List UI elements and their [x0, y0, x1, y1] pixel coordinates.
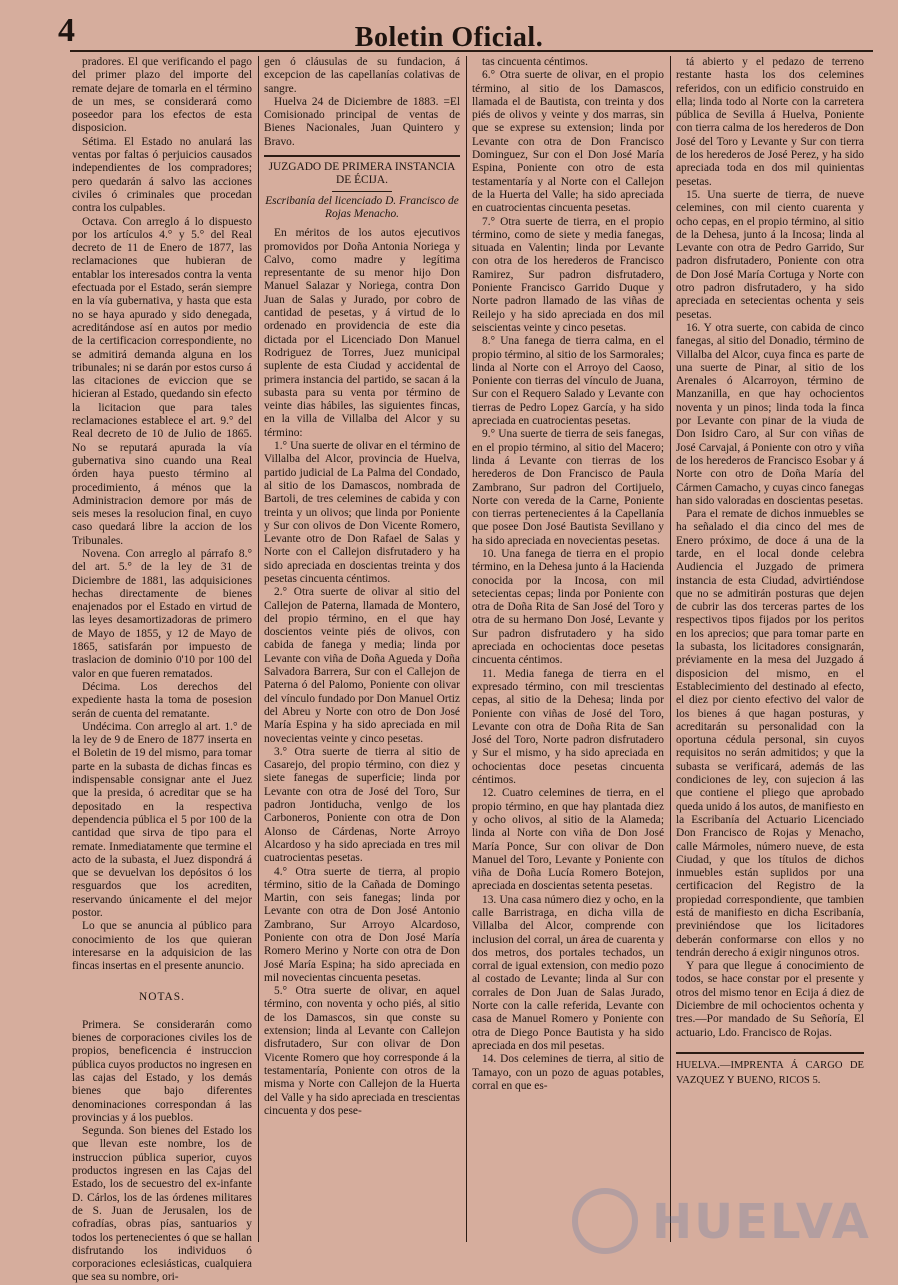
column-4: [676, 56, 864, 1256]
short-rule: [332, 191, 392, 192]
column-divider: [670, 56, 671, 1242]
column-2-paragraphs: [264, 227, 460, 1118]
column-1-paragraphs: [72, 56, 252, 973]
paragraph: Undécima. Con arreglo al art. 1.° de la ley de 9 de Enero de 1877 inserta en el Boletin de 19 del mismo, para tomar parte en la subasta de dichas fincas es indispensable consignar ante el Juez que la presida, ó acreditar que se ha depositado en la respectiva dependencia pública el 5 por 100 de la cantidad que sirva de tipo para el remate. Inmediatamente que termine el acto de la subasta, el Juez dispondrá á que se devuelvan los depósitos ó los resguardos que los acrediten, reservando únicamente el del mejor postor.: [72, 720, 252, 919]
paragraph: 9.° Una suerte de tierra de seis fanegas, en el propio término, al sitio del Macero; linda á Levante con tierras de los herederos de Don Francisco de Paula Zambrano, Sur padron del Cortijuelo, Norte con vereda de la Carne, Poniente con tierras pertenecientes á la Capellanía que posee Don José Bautista Sevillano y ha sido apreciada en novecientas pesetas.: [472, 428, 664, 547]
paragraph: 8.° Una fanega de tierra calma, en el propio término, al sitio de los Sarmorales; linda al Norte con el Arroyo del Caoso, Poniente con tierras del vínculo de Juana, Sur con el Requero Salado y Levante con tierras de Pedro Lopez García, y ha sido apreciada en cuatrocientas pesetas.: [472, 335, 664, 428]
court-heading: JUZGADO DE PRIMERA INSTANCIA DE ÉCIJA.: [268, 161, 456, 187]
date-signature: Huelva 24 de Diciembre de 1883. =El Comisionado principal de ventas de Bienes Nacionales, Juan Quintero y Bravo.: [264, 95, 460, 148]
paragraph: 13. Una casa número diez y ocho, en la calle Barristraga, en dicha villa de Villalba del Alcor, comprende con inclusion del corral, un área de cuarenta y dos metros, dos portales techados, un corral de igual extension, con medio pozo al costado de Levante; linda al Sur con corrales de Don Juan de Salas Jurado, Norte con la calle referida, Levante con casa de Manuel Romero y Poniente con otra de Diego Ponce Bautista y ha sido apreciada en dos mil pesetas.: [472, 893, 664, 1052]
paragraph: Para el remate de dichos inmuebles se ha señalado el dia cinco del mes de Enero próximo, de doce á una de la tarde, en el local donde celebra Audiencia el Juzgado de primera instancia de esta Ciudad, advirtiéndose que no se admitirán posturas que dejen de cubrir las dos terceras partes de los respectivos tipos fijados por los peritos en los aprecios; que para tomar parte en la subasta, los licitadores consignarán, préviamente en la mesa del Juzgado á disposicion del mismo, en el Establecimiento del destinado al efecto, el diez por ciento efectivo del valor de los bienes á que hagan posturas, y acreditarán su personalidad con la oportuna cédula personal, sin cuyos requisitos no serán admitidos; y que la subasta se verificará, además de las condiciones de ley, con sujecion á las que contiene el pliego que aprobado queda unido á los autos, de manifiesto en la Escribanía del Actuario Licenciado Don Francisco de Rojas y Menacho, calle Mármoles, número nueve, de esta Ciudad, y que los títulos de dichos inmuebles están suplidos por una certificacion del Registro de la propiedad correspondiente, que tambien está de manifiesto en dicha Escribanía, previniéndose que los licitadores deberán conformarse con ellos y no tendrán derecho á exigir ningunos otros.: [676, 508, 864, 959]
paragraph: 3.° Otra suerte de tierra al sitio de Casarejo, del propio término, con diez y siete fanegas de superficie; linda por Levante con otra de José del Toro, Sur padron Jontiducha, venlgo de los Carboneros, Poniente con otra de Don Alonso de Cárdenas, Norte Arroyo Alcardoso y ha sido apreciada en tres mil cuatrocientas pesetas.: [264, 745, 460, 865]
court-subheading: Escribanía del licenciado D. Francisco de Rojas Menacho.: [265, 194, 459, 220]
page-number: 4: [58, 12, 75, 49]
column-divider: [466, 56, 467, 1242]
paragraph: tas cincuenta céntimos.: [482, 56, 588, 68]
paragraph: 16. Y otra suerte, con cabida de cinco fanegas, al sitio del Donadio, término de Villalba del Alcor, cuya finca es parte de una suerte de Pinar, al sitio de los Arenales ó Alcarroyon, término de Manzanilla, en que hay ochocientos noventa y un pinos; linda toda la finca por Levante con pinar de la viuda de Don Isidro Caro, al Sur con viñas de José Carvajal, á Poniente con otro y viña de los herederos de Francisco Esobar y á Norte con otro de Doña María del Cármen Camacho, y cuyas cinco fanegas han sido valoradas en doscientas pesetas.: [676, 321, 864, 507]
imprint: HUELVA.—IMPRENTA Á CARGO DE VAZQUEZ Y BUENO, RICOS 5.: [676, 1059, 864, 1086]
paragraph: Décima. Los derechos del expediente hasta la toma de posesion serán de cuenta del rematante.: [72, 680, 252, 720]
page-header: [0, 10, 898, 60]
column-divider: [258, 56, 259, 1242]
nota-paragraph: Primera. Se considerarán como bienes de corporaciones civiles los de propios, beneficencia é instruccion pública cuyos productos no ingresen en las cajas del Estado, y los demás bienes que bajo diferentes denominaciones correspondan á las provincias y á los pueblos.: [72, 1018, 252, 1124]
column-2: [264, 56, 460, 1256]
notas-paragraphs: [72, 1019, 252, 1285]
paragraph: tá abierto y el pedazo de terreno restante hasta los dos celemines referidos, con un edificio construido en ella; linda todo al Norte con la carretera pública de Sevilla á Huelva, Poniente con tierra calma de los herederos de Don José del Toro y Levante y Sur con tierra de los herederos de José Perez, y ha sido apreciada toda en dos mil quinientas pesetas.: [676, 56, 864, 188]
column-1: [72, 56, 252, 1284]
header-rule: [70, 50, 873, 52]
paragraph: Lo que se anuncia al público para conocimiento de los que quieran interesarse en la adquisicion de las fincas insertas en el presente anuncio.: [72, 920, 252, 973]
notas-heading: NOTAS.: [139, 991, 185, 1004]
section-rule: [264, 155, 460, 157]
imprint-rule: [676, 1052, 864, 1054]
paragraph: 10. Una fanega de tierra en el propio término, en la Dehesa junto á la Hacienda conocida por la Incosa, con mil setecientas cepas; linda por Poniente con otra de Doña Rita de San José del Toro y otra de su hermano Don José, Levante y Sur padron disfrutadero y ha sido apreciada en ochocientas doce pesetas cincuenta céntimos.: [472, 547, 664, 667]
paragraph: 14. Dos celemines de tierra, al sitio de Tamayo, con un pozo de aguas potables, corral en que es-: [472, 1053, 664, 1092]
paragraph: En méritos de los autos ejecutivos promovidos por Doña Antonia Noriega y Calvo, como madre y legítima representante de su menor hijo Don Manuel Salazar y Noriega, contra Don Juan de Salas y Jurado, por cobro de cantidad de pesetas, y á virtud de lo ordenado en providencia de este dia dictada por el Licenciado Don Manuel Rodriguez de Torres, Juez municipal suplente de esta Ciudad y accidental de primera instancia del partido, se sacan á la subasta para su venta por término de veinte dias hábiles, las siguientes fincas, en la villa de Villalba del Alcor y su término:: [264, 227, 460, 439]
intro-paragraph: gen ó cláusulas de su fundacion, á excepcion de las capellanías colativas de sangre.: [264, 56, 460, 95]
watermark-emblem-icon: [572, 1188, 638, 1254]
newspaper-title: Boletin Oficial.: [354, 22, 544, 53]
paragraph: 15. Una suerte de tierra, de nueve celemines, con mil ciento cuarenta y ocho cepas, en el propio término, al sitio de la Dehesa, junto á la Incosa; linda al Levante con otra de Pedro Garrido, Sur padron disfrutadero, Poniente con otra de Don José María Cortuga y Norte con otro padron disfrutadero, y ha sido apreciada en setecientas ochenta y seis pesetas.: [676, 188, 864, 321]
paragraph: 5.° Otra suerte de olivar, en aquel término, con noventa y ocho piés, al sitio de los Damascos, sin que conste su extension; linda al Levante con Callejon disfrutadero, Sur con olivar de Don Vicente Romero que hoy corresponde á la testamentaría, Poniente con otros de la misma y Norte con Callejon de la Huerta del Valle y ha sido apreciada en trescientas cincuenta y dos pese-: [264, 985, 460, 1117]
paragraph: pradores. El que verificando el pago del primer plazo del importe del remate dejare de tomarla en el término de un mes, se considerará como poseedor para los efectos de esta disposicion.: [72, 56, 252, 135]
paragraph: Octava. Con arreglo á lo dispuesto por los artículos 4.° y 5.° del Real decreto de 11 de Enero de 1877, las reclamaciones que hubieran de entablar los interesados contra la venta efectuada por el Estado, serán siempre en la vía gubernativa, y hasta que esta no se haya apurado y sido denegada, acreditándose así en autos por medio de la certificacion correspondiente, no se admitirá demanda alguna en los tribunales; ni se darán por estos curso á las citaciones de eviccion que se hicieran al Estado, quedando sin efecto la licitacion que para tales reclamaciones establece el art. 9.° del Real decreto de 10 de Julio de 1865. No se reputará apurada la vía gubernativa sino cuando una Real órden haya puesto término al procedimiento, á ménos que la Administracion demore por más de seis meses la resolucion final, en cuyo caso quedará libre la accion de los Tribunales.: [72, 215, 252, 547]
paragraph: 6.° Otra suerte de olivar, en el propio término, al sitio de los Damascos, llamada el de Bautista, con treinta y dos piés de olivos y veinte y dos marras, sin que se exprese su extension; linda por Levante con otra de Don Francisco Dominguez, Sur con el Don José María Espina, Poniente con otro de esta testamentaría y al Norte con el Callejon de la Huerta del Valle; ha sido apreciada en cuatrocientas cincuenta pesetas.: [472, 69, 664, 215]
paragraph: 12. Cuatro celemines de tierra, en el propio término, en que hay plantada diez y ocho olivos, al sitio de la Alameda; linda al Norte con viña de Don José María Ponce, Sur con olivar de Don Manuel del Toro, Levante y Poniente con viña de Doña Lucía Romero Botejon, apreciada en doscientas setenta pesetas.: [472, 787, 664, 893]
watermark-text: HUELVA: [652, 1194, 871, 1250]
column-3-paragraphs: [472, 56, 664, 1093]
paragraph: Y para que llegue á conocimiento de todos, se hace constar por el presente y otros del mismo tenor en Ecija á diez de Diciembre de mil ochocientos ochenta y tres.—Por mandado de Su Señoría, El actuario, Ldo. Francisco de Rojas.: [676, 960, 864, 1039]
paragraph: 2.° Otra suerte de olivar al sitio del Callejon de Paterna, llamada de Montero, del propio término, en el que hay doscientos veinte piés de olivos, con cabida de fanega y media; linda por Levante con viña de Doña Agueda y Doña Salvadora Barrera, Sur con el Callejon de Paterna ó del Palomo, Poniente con olivar del vínculo fundado por Don Manuel Ortiz del Abreu y Norte con otro de Don José María Espina y ha sido apreciada en mil novecientas veinte y cinco pesetas.: [264, 586, 460, 745]
nota-paragraph: Segunda. Son bienes del Estado los que llevan este nombre, los de instruccion pública superior, cuyos productos ingresen en las Cajas del Estado, los de secuestro del ex-infante D. Cárlos, los de las órdenes militares de S. Juan de Jerusalen, los de cofradías, obras pías, santuarios y todos los pertenecientes ó que se hallan disfrutando los individuos ó corporaciones eclesiásticas, cualquiera que sea su nombre, ori-: [72, 1125, 252, 1284]
paragraph: 7.° Otra suerte de tierra, en el propio término, como de siete y media fanegas, situada en Valentin; linda por Levante con otra de los herederos de Francisco Ramirez, Sur padron disfrutadero, Poniente Francisco Garrido Duque y Norte padron llamado de las viñas de Reilejo y ha sido apreciada en dos mil seiscientas veinte y cinco pesetas.: [472, 215, 664, 334]
paragraph: Sétima. El Estado no anulará las ventas por faltas ó perjuicios causados independientes de los compradores; pero quedarán á salvo las acciones civiles ó criminales que procedan contra los culpables.: [72, 135, 252, 215]
column-4-paragraphs: [676, 56, 864, 1040]
paragraph: Novena. Con arreglo al párrafo 8.° del art. 5.° de la ley de 31 de Diciembre de 1881, las adquisiciones hechas directamente de bienes enajenados por el Estado en virtud de las leyes desamortizadoras de primero de Mayo de 1855, y 12 de Mayo de 1865, satisfarán por impuesto de traslacion de dominio 0'10 por 100 del valor en que fueren rematados.: [72, 547, 252, 680]
paragraph: 11. Media fanega de tierra en el expresado término, con mil trescientas cepas, al sitio de la Dehesa; linda por Poniente con viñas de José del Toro, Levante con otra de Doña Rita de San José del Toro, Norte padron disfrutadero y Sur el mismo, y ha sido apreciada en ochocientas doce pesetas cincuenta céntimos.: [472, 667, 664, 787]
paragraph: 4.° Otra suerte de tierra, al propio término, sitio de la Cañada de Domingo Martin, con seis fanegas; linda por Levante con otra de Don José Antonio Zambrano, Sur Arroyo Alcardoso, Poniente con otra de Don José María Romero Merino y Norte con otra de Don José María Espina; ha sido apreciada en mil novecientas cincuenta pesetas.: [264, 865, 460, 984]
watermark: [572, 1188, 882, 1258]
column-3: [472, 56, 664, 1256]
paragraph: 1.° Una suerte de olivar en el término de Villalba del Alcor, provincia de Huelva, partido judicial de La Palma del Condado, al sitio de los Damascos, nombrada de Bartoli, de tres celemines de cabida y con treinta y un olivos; que linda por Poniente y Sur con olivos de Don Vicente Romero, Levante otro de Don Rafael de Salas y Norte con el Callejon disfrutadero y ha sido apreciada en doscientas treinta y dos pesetas cincuenta céntimos.: [264, 440, 460, 585]
